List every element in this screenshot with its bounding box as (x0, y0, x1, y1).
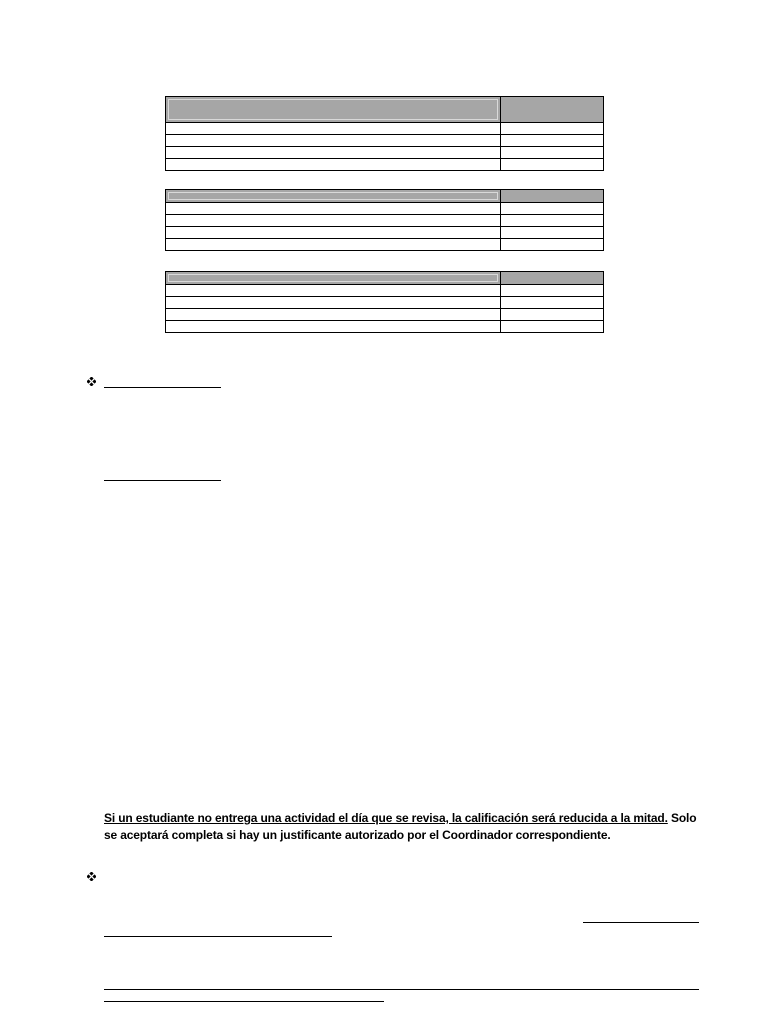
table-cell (166, 227, 501, 239)
blank-underline (104, 387, 221, 388)
table-row (166, 297, 604, 309)
late-submission-notice (104, 810, 704, 843)
diamond-four-icon (87, 872, 96, 881)
table-row (166, 159, 604, 171)
table-row (166, 321, 604, 333)
blank-underline (104, 936, 332, 937)
table-row (166, 239, 604, 251)
table-header-cell (166, 190, 501, 203)
blank-underline (104, 480, 221, 481)
table-cell (501, 147, 604, 159)
table-cell (166, 285, 501, 297)
table-cell (166, 123, 501, 135)
table-cell (166, 147, 501, 159)
table-row (166, 123, 604, 135)
table-cell (501, 321, 604, 333)
table-cell (501, 239, 604, 251)
table-row (166, 147, 604, 159)
table-row (166, 215, 604, 227)
blank-underline (583, 922, 699, 923)
table-cell (501, 159, 604, 171)
table-cell (501, 285, 604, 297)
table-cell (501, 309, 604, 321)
table-header-row (166, 97, 604, 123)
table-header-cell (501, 190, 604, 203)
notice-continuation: Solo (667, 811, 697, 825)
table-header-cell (501, 97, 604, 123)
table-cell (166, 159, 501, 171)
table-cell (501, 215, 604, 227)
table-cell (501, 227, 604, 239)
table-header-cell (166, 97, 501, 123)
table-cell (166, 321, 501, 333)
table-row (166, 309, 604, 321)
table-header-row (166, 190, 604, 203)
table-cell (166, 309, 501, 321)
table-header-cell (166, 272, 501, 285)
table-cell (501, 123, 604, 135)
table-cell (501, 135, 604, 147)
grading-table-2 (165, 189, 604, 251)
blank-underline (104, 1001, 384, 1002)
notice-underlined-text: Si un estudiante no entrega una actividad el día que se revisa, la calificación será reducida a la mitad. (104, 811, 668, 825)
table-row (166, 135, 604, 147)
table-cell (166, 135, 501, 147)
table-row (166, 227, 604, 239)
grading-table-3 (165, 271, 604, 333)
table-cell (501, 297, 604, 309)
table-cell (166, 239, 501, 251)
grading-table-1 (165, 96, 604, 171)
table-cell (166, 297, 501, 309)
table-cell (501, 203, 604, 215)
table-cell (166, 203, 501, 215)
table-cell (166, 215, 501, 227)
table-row (166, 203, 604, 215)
table-row (166, 285, 604, 297)
table-header-cell (501, 272, 604, 285)
diamond-four-icon (87, 377, 96, 386)
blank-underline (104, 989, 699, 990)
notice-second-line: se aceptará completa si hay un justificante autorizado por el Coordinador correspondiente. (104, 827, 611, 842)
table-header-row (166, 272, 604, 285)
